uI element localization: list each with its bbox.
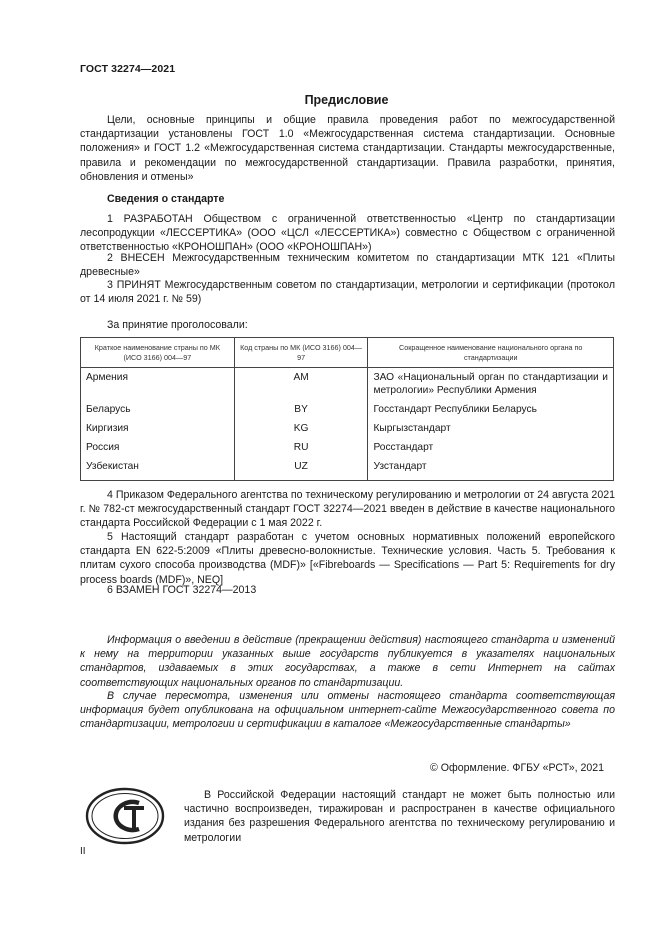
info-notice-2: В случае пересмотра, изменения или отмены настоящего стандарта соответствующая информация будет опубликована на официальном интернет-сайте Межгосударственного совета по стандартизации, метрологии и сертификации в каталоге «Межгосударственные стандарты» (80, 690, 615, 731)
body-cell: Кыргызстандарт (368, 422, 614, 441)
code-cell: AM (234, 368, 368, 403)
table-row (81, 368, 614, 403)
preface-intro: Цели, основные принципы и общие правила проведения работ по межгосударственной стандартизации установлены ГОСТ 1.0 «Межгосударственная система стандартизации. Основные положения» и ГОСТ 1.2 «Межгосударственная система стандартизации. Стандарты межгосударственные, правила и рекомендации по межгосударственной стандартизации. Правила разработки, принятия, обновления и отмены» (80, 114, 615, 183)
document-code: ГОСТ 32274—2021 (80, 63, 176, 75)
preface-title: Предисловие (304, 93, 389, 107)
body-cell: ЗАО «Национальный орган по стандартизации и метрологии» Республики Армения (368, 368, 614, 403)
country-cell: Армения (81, 368, 235, 403)
body-cell: Росстандарт (368, 441, 614, 460)
info-item-2: 2 ВНЕСЕН Межгосударственным техническим комитетом по стандартизации МТК 121 «Плиты древесные» (80, 252, 615, 279)
info-item-1: 1 РАЗРАБОТАН Обществом с ограниченной ответственностью «Центр по стандартизации лесопродукции «ЛЕССЕРТИКА» (ООО «ЦСЛ «ЛЕССЕРТИКА») совместно с Обществом с ограниченной ответственностью «КРОНОШПАН» (ООО «КРОНОШПАН») (80, 213, 615, 254)
table-row (81, 422, 614, 441)
rst-certification-mark-icon (84, 786, 166, 846)
code-cell: RU (234, 441, 368, 460)
info-item-5: 5 Настоящий стандарт разработан с учетом основных нормативных положений европейского стандарта EN 622-5:2009 «Плиты древесно-волокнистые. Технические условия. Часть 5. Требования к плитам сухого способа производства (MDF)» [«Fibreboards — Specifications — Part 5: Requirements for dry process boards (MDF)», NEQ] (80, 531, 615, 586)
info-item-6: 6 ВЗАМЕН ГОСТ 32274—2013 (107, 584, 257, 596)
info-item-3: 3 ПРИНЯТ Межгосударственным советом по стандартизации, метрологии и сертификации (протокол от 14 июля 2021 г. № 59) (80, 279, 615, 306)
table-row (81, 441, 614, 460)
page-number: II (80, 846, 86, 857)
table-row (81, 460, 614, 481)
header-country-code: Код страны по МК (ИСО 3166) 004—97 (234, 338, 368, 368)
vote-table-header-row (81, 338, 614, 368)
country-cell: Узбекистан (81, 460, 235, 481)
code-cell: BY (234, 403, 368, 422)
info-item-4: 4 Приказом Федерального агентства по техническому регулированию и метрологии от 24 августа 2021 г. № 782-ст межгосударственный стандарт ГОСТ 32274—2021 введен в действие в качестве национального стандарта Российской Федерации с 1 мая 2022 г. (80, 489, 615, 530)
body-cell: Госстандарт Республики Беларусь (368, 403, 614, 422)
code-cell: UZ (234, 460, 368, 481)
header-country-name: Краткое наименование страны по МК (ИСО 3166) 004—97 (81, 338, 235, 368)
vote-table (80, 337, 614, 481)
copyright-notice: © Оформление. ФГБУ «РСТ», 2021 (430, 762, 605, 774)
code-cell: KG (234, 422, 368, 441)
info-notice-1: Информация о введении в действие (прекращении действия) настоящего стандарта и изменений к нему на территории указанных выше государств публикуется в указателях национальных стандартов, издаваемых в этих государствах, а также в сети Интернет на сайтах соответствующих национальных органов по стандартизации. (80, 634, 615, 689)
country-cell: Киргизия (81, 422, 235, 441)
header-standards-body: Сокращенное наименование национального органа по стандартизации (368, 338, 614, 368)
country-cell: Россия (81, 441, 235, 460)
country-cell: Беларусь (81, 403, 235, 422)
info-heading: Сведения о стандарте (107, 193, 225, 205)
voted-label: За принятие проголосовали: (107, 319, 248, 331)
table-row (81, 403, 614, 422)
body-cell: Узстандарт (368, 460, 614, 481)
reproduction-notice: В Российской Федерации настоящий стандарт не может быть полностью или частично воспроизведен, тиражирован и распространен в качестве официального издания без разрешения Федерального агентства по техническому регулированию и метрологии (184, 789, 615, 844)
